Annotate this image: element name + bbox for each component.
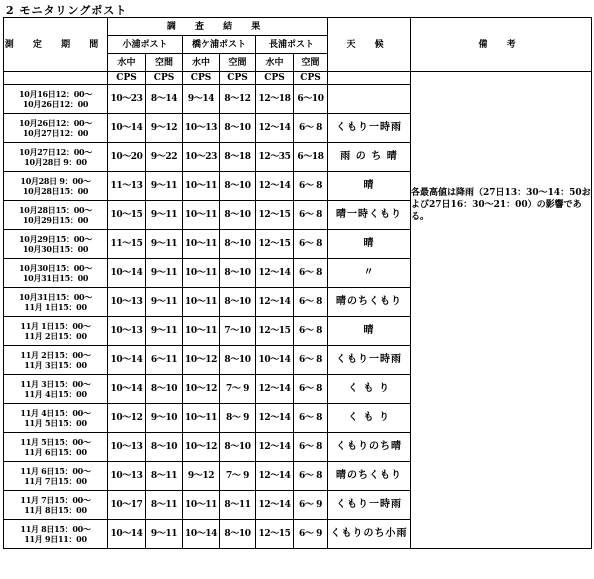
value-cell: 9～11 [146,288,183,317]
weather-cell [328,85,411,114]
unit-label: CPS [256,72,294,85]
table-body [4,72,592,549]
value-cell: 6～11 [146,346,183,375]
value-cell: 10～11 [183,317,220,346]
value-cell: 10～13 [108,317,146,346]
value-cell: 10～11 [183,404,220,433]
remarks-header: 備 考 [411,18,592,72]
sub-header: 水中 [183,54,220,72]
weather-cell [328,72,411,85]
period-start: 10月26日12：00～ [19,118,92,128]
value-cell: 6～ 9 [294,520,328,549]
unit-label: CPS [220,72,256,85]
post-header-kowura: 小浦ポスト [108,36,183,54]
post-header-hashigaura: 橋ケ浦ポスト [183,36,256,54]
value-cell: 6～ 8 [294,201,328,230]
period-cell [4,114,108,143]
monitoring-post-table [3,17,592,549]
value-cell: 6～18 [294,143,328,172]
period-cell [4,317,108,346]
value-cell: 10～14 [256,346,294,375]
period-cell [4,491,108,520]
sub-header: 空間 [146,54,183,72]
value-cell: 9～10 [146,404,183,433]
period-cell [4,462,108,491]
value-cell: 6～ 8 [294,346,328,375]
section-title: 2 モニタリングポスト [6,4,128,17]
period-end: 10月29日15：00 [22,215,89,225]
value-cell: 6～ 8 [294,172,328,201]
period-end: 10月26日12：00 [22,99,89,109]
value-cell: 8～18 [220,143,256,172]
weather-cell: くもりのち晴 [328,433,411,462]
unit-label: CPS [108,72,146,85]
value-cell: 9～11 [146,259,183,288]
period-end: 11月 7日15：00 [24,476,87,486]
value-cell: 8～10 [220,346,256,375]
value-cell: 10～12 [183,375,220,404]
period-end: 11月 6日15：00 [24,447,87,457]
value-cell: 8～12 [220,85,256,114]
weather-cell: く も り [328,404,411,433]
value-cell: 10～11 [183,259,220,288]
period-start: 11月 4日15：00～ [20,408,91,418]
period-start: 10月28日 9：00～ [20,176,91,186]
weather-cell: くもり一時雨 [328,114,411,143]
period-cell [4,230,108,259]
sub-header: 水中 [256,54,294,72]
value-cell: 8～11 [146,462,183,491]
unit-row [4,72,592,85]
value-cell: 10～14 [108,259,146,288]
value-cell: 10～15 [108,201,146,230]
value-cell: 8～10 [146,375,183,404]
value-cell: 10～13 [183,114,220,143]
value-cell: 8～10 [220,288,256,317]
value-cell: 6～ 8 [294,462,328,491]
value-cell: 6～ 8 [294,433,328,462]
value-cell: 9～14 [183,85,220,114]
sub-header: 空間 [220,54,256,72]
value-cell: 8～10 [220,259,256,288]
value-cell: 12～14 [256,114,294,143]
value-cell: 12～15 [256,201,294,230]
period-start: 11月 7日15：00～ [20,495,91,505]
value-cell: 8～10 [220,201,256,230]
period-start: 10月16日12：00～ [19,89,92,99]
unit-blank [4,72,108,85]
period-end: 10月30日15：00 [22,244,89,254]
weather-cell: 晴一時くもり [328,201,411,230]
value-cell: 8～ 9 [220,404,256,433]
sub-header: 空間 [294,54,328,72]
value-cell: 12～14 [256,172,294,201]
value-cell: 12～14 [256,259,294,288]
value-cell: 10～23 [183,143,220,172]
period-end: 11月 2日15：00 [24,331,87,341]
period-header: 測 定 期 間 [4,18,108,72]
weather-cell: くもりのち小雨 [328,520,411,549]
value-cell: 6～ 8 [294,288,328,317]
period-start: 11月 3日15：00～ [20,379,91,389]
value-cell: 10～14 [183,520,220,549]
unit-label: CPS [183,72,220,85]
weather-cell: く も り [328,375,411,404]
value-cell: 12～14 [256,375,294,404]
value-cell: 10～13 [108,462,146,491]
weather-cell: 晴 [328,230,411,259]
value-cell: 10～11 [183,172,220,201]
value-cell: 6～ 8 [294,317,328,346]
period-start: 11月 1日15：00～ [20,321,91,331]
weather-cell: くもり一時雨 [328,491,411,520]
value-cell: 9～12 [183,462,220,491]
value-cell: 12～35 [256,143,294,172]
period-start: 11月 8日15：00～ [20,524,91,534]
value-cell: 12～15 [256,230,294,259]
value-cell: 10～20 [108,143,146,172]
value-cell: 10～12 [108,404,146,433]
value-cell: 9～11 [146,520,183,549]
value-cell: 10～11 [183,491,220,520]
value-cell: 10～12 [183,346,220,375]
value-cell: 6～ 8 [294,230,328,259]
remark-cell [411,72,592,549]
weather-cell: 晴 [328,172,411,201]
value-cell: 8～10 [220,172,256,201]
sub-header: 水中 [108,54,146,72]
value-cell: 9～12 [146,114,183,143]
period-cell [4,85,108,114]
weather-cell: 雨 の ち 晴 [328,143,411,172]
value-cell: 8～10 [220,230,256,259]
period-end: 11月 9日11：00 [24,534,87,544]
period-start: 10月31日15：00～ [19,292,92,302]
value-cell: 10～14 [108,346,146,375]
value-cell: 6～ 9 [294,491,328,520]
value-cell: 8～10 [220,433,256,462]
period-end: 11月 4日15：00 [24,389,87,399]
period-start: 10月28日15：00～ [19,205,92,215]
period-start: 10月27日12：00～ [19,147,92,157]
weather-cell: 晴のちくもり [328,288,411,317]
results-header: 調 査 結 果 [108,18,328,36]
period-end: 10月31日15：00 [22,273,89,283]
period-cell [4,288,108,317]
weather-cell: 晴のちくもり [328,462,411,491]
period-cell [4,143,108,172]
value-cell: 12～14 [256,288,294,317]
value-cell: 9～11 [146,172,183,201]
value-cell: 9～22 [146,143,183,172]
value-cell: 7～10 [220,317,256,346]
period-start: 11月 5日15：00～ [20,437,91,447]
value-cell: 8～10 [220,114,256,143]
period-end: 11月 8日15：00 [24,505,87,515]
value-cell: 8～11 [146,491,183,520]
value-cell: 6～ 8 [294,259,328,288]
weather-cell: 晴 [328,317,411,346]
period-end: 11月 5日15：00 [24,418,87,428]
value-cell: 10～17 [108,491,146,520]
value-cell: 7～ 9 [220,375,256,404]
value-cell: 10～11 [183,201,220,230]
value-cell: 12～14 [256,433,294,462]
post-header-nagaura: 長浦ポスト [256,36,328,54]
value-cell: 11～15 [108,230,146,259]
period-end: 11月 3日15：00 [24,360,87,370]
period-cell [4,404,108,433]
value-cell: 12～14 [256,462,294,491]
value-cell: 8～11 [220,491,256,520]
value-cell: 10～13 [108,288,146,317]
value-cell: 6～ 8 [294,404,328,433]
value-cell: 12～15 [256,317,294,346]
period-cell [4,172,108,201]
period-start: 10月30日15：00～ [19,263,92,273]
weather-header: 天 候 [328,18,411,72]
value-cell: 10～12 [183,433,220,462]
value-cell: 10～11 [183,230,220,259]
period-start: 10月29日15：00～ [19,234,92,244]
weather-cell: 〃 [328,259,411,288]
period-start: 11月 2日15：00～ [20,350,91,360]
value-cell: 9～11 [146,201,183,230]
weather-cell: くもり一時雨 [328,346,411,375]
period-end: 10月28日 9：00 [24,157,87,167]
unit-label: CPS [294,72,328,85]
value-cell: 11～13 [108,172,146,201]
period-start: 11月 6日15：00～ [20,466,91,476]
unit-label: CPS [146,72,183,85]
value-cell: 6～10 [294,85,328,114]
value-cell: 8～10 [220,520,256,549]
period-end: 10月28日15：00 [22,186,89,196]
value-cell: 9～11 [146,230,183,259]
value-cell: 12～15 [256,520,294,549]
value-cell: 10～23 [108,85,146,114]
period-cell [4,375,108,404]
value-cell: 6～ 8 [294,114,328,143]
period-cell [4,520,108,549]
value-cell: 7～ 9 [220,462,256,491]
value-cell: 12～18 [256,85,294,114]
value-cell: 12～14 [256,491,294,520]
period-end: 11月 1日15：00 [24,302,87,312]
value-cell: 6～ 8 [294,375,328,404]
value-cell: 10～13 [108,433,146,462]
value-cell: 10～14 [108,520,146,549]
value-cell: 8～14 [146,85,183,114]
remark-text: 各最高値は降雨（27日13：30～14：50および27日16：30～21：00）の影響である。 [411,188,591,222]
period-cell [4,201,108,230]
period-cell [4,346,108,375]
value-cell: 8～10 [146,433,183,462]
value-cell: 9～11 [146,317,183,346]
value-cell: 12～14 [256,404,294,433]
value-cell: 10～14 [108,375,146,404]
value-cell: 10～11 [183,288,220,317]
value-cell: 10～14 [108,114,146,143]
period-cell [4,433,108,462]
period-end: 10月27日12：00 [22,128,89,138]
period-cell [4,259,108,288]
